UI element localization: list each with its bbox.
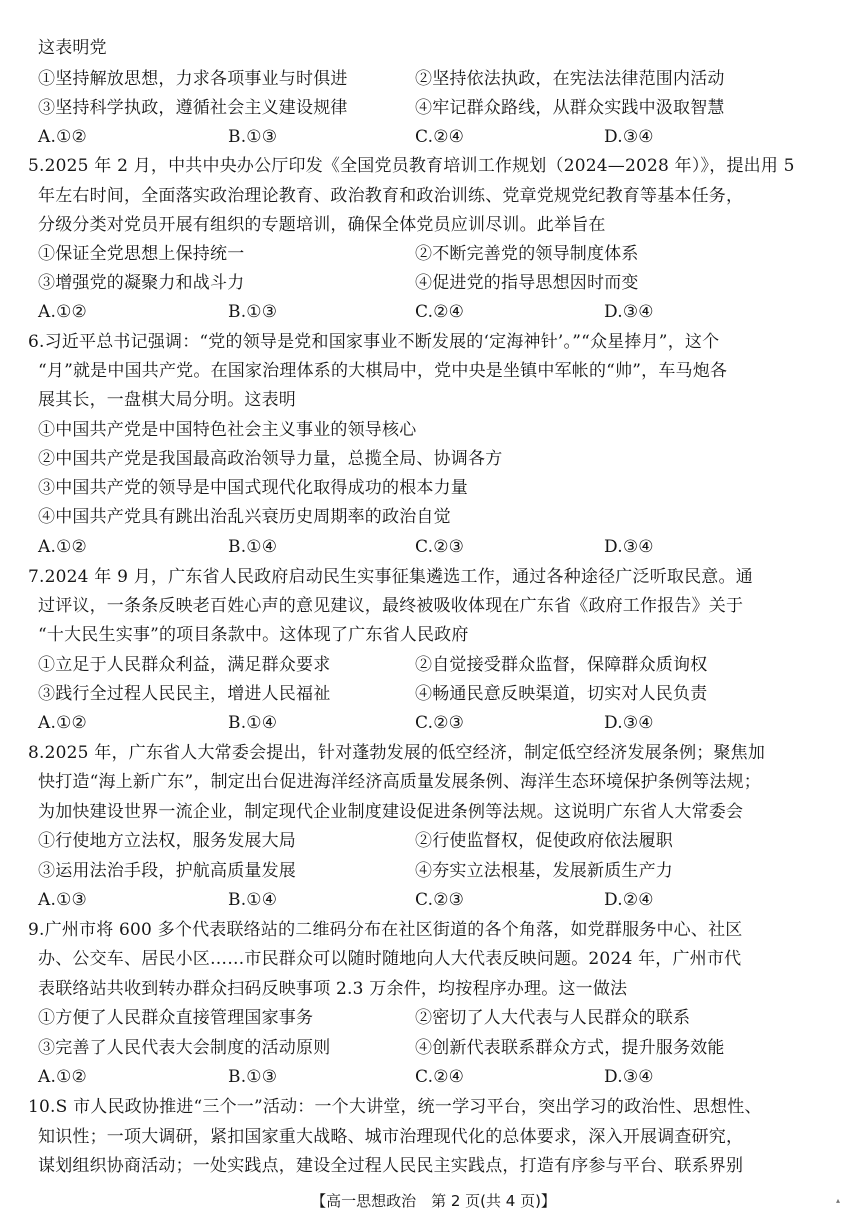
question-5-line-1: 5.2025 年 2 月，中共中央办公厅印发《全国党员教育培训工作规划（2024—2028 年）》，提出用 5 — [28, 156, 795, 176]
question-10-line-2: 知识性；一项大调研，紧扣国家重大战略、城市治理现代化的总体要求，深入开展调查研究， — [38, 1127, 744, 1147]
question-7-line-2: 过评议，一条条反映老百姓心声的意见建议，最终被吸收体现在广东省《政府工作报告》关于 — [38, 596, 744, 616]
option-3: ③完善了人民代表大会制度的活动原则 — [38, 1038, 331, 1058]
option-1: ①行使地方立法权，服务发展大局 — [38, 831, 296, 851]
question-8-line-1: 8.2025 年，广东省人大常委会提出，针对蓬勃发展的低空经济，制定低空经济发展条例；聚焦加 — [28, 743, 766, 763]
choice-a: A.①② — [38, 1067, 87, 1087]
option-4: ④中国共产党具有跳出治乱兴衰历史周期率的政治自觉 — [38, 507, 451, 527]
question-6-line-3: 展其长，一盘棋大局分明。这表明 — [38, 390, 296, 410]
option-4: ④创新代表联系群众方式，提升服务效能 — [415, 1038, 725, 1058]
choice-b: B.①③ — [228, 302, 278, 322]
choice-d: D.③④ — [604, 1067, 654, 1087]
option-3: ③增强党的凝聚力和战斗力 — [38, 273, 245, 293]
choice-c: C.②③ — [415, 713, 465, 733]
question-9-line-1: 9.广州市将 600 多个代表联络站的二维码分布在社区街道的各个角落，如党群服务中心、社区 — [28, 920, 743, 940]
option-2: ②坚持依法执政，在宪法法律范围内活动 — [415, 69, 725, 89]
question-7-line-3: “十大民生实事”的项目条款中。这体现了广东省人民政府 — [38, 625, 469, 645]
option-1: ①立足于人民群众利益，满足群众要求 — [38, 655, 331, 675]
question-6-line-1: 6.习近平总书记强调：“党的领导是党和国家事业不断发展的‘定海神针’。”“众星捧月”，这个 — [28, 332, 720, 352]
option-2: ②中国共产党是我国最高政治领导力量，总揽全局、协调各方 — [38, 449, 503, 469]
option-2: ②自觉接受群众监督，保障群众质询权 — [415, 655, 708, 675]
scan-mark: ▴ — [836, 1196, 841, 1205]
option-2: ②行使监督权，促使政府依法履职 — [415, 831, 673, 851]
choice-d: D.③④ — [604, 302, 654, 322]
option-2: ②不断完善党的领导制度体系 — [415, 244, 639, 264]
page-footer: 【高一思想政治 第 2 页(共 4 页)】 — [311, 1192, 556, 1210]
choice-a: A.①② — [38, 537, 87, 557]
question-5-line-2: 年左右时间，全面落实政治理论教育、政治教育和政治训练、党章党规党纪教育等基本任务， — [38, 186, 744, 206]
option-4: ④牢记群众路线，从群众实践中汲取智慧 — [415, 98, 725, 118]
question-6-line-2: “月”就是中国共产党。在国家治理体系的大棋局中，党中央是坐镇中军帐的“帅”，车马炮各 — [38, 361, 728, 381]
option-1: ①保证全党思想上保持统一 — [38, 244, 245, 264]
choice-d: D.③④ — [604, 713, 654, 733]
option-3: ③运用法治手段，护航高质量发展 — [38, 861, 296, 881]
question-10-line-3: 谋划组织协商活动；一处实践点，建设全过程人民民主实践点，打造有序参与平台、联系界别 — [38, 1156, 744, 1176]
question-9-line-3: 表联络站共收到转办群众扫码反映事项 2.3 万余件，均按程序办理。这一做法 — [38, 979, 628, 999]
choice-d: D.③④ — [604, 537, 654, 557]
choice-b: B.①③ — [228, 127, 278, 147]
choice-d: D.③④ — [604, 127, 654, 147]
question-8-line-3: 为加快建设世界一流企业，制定现代企业制度建设促进条例等法规。这说明广东省人大常委会 — [38, 802, 744, 822]
option-3: ③践行全过程人民民主，增进人民福祉 — [38, 684, 331, 704]
question-8-line-2: 快打造“海上新广东”，制定出台促进海洋经济高质量发展条例、海洋生态环境保护条例等法规； — [38, 772, 761, 792]
choice-b: B.①④ — [228, 537, 278, 557]
choice-a: A.①② — [38, 127, 87, 147]
choice-b: B.①③ — [228, 1067, 278, 1087]
choice-d: D.②④ — [604, 890, 654, 910]
choice-a: A.①② — [38, 302, 87, 322]
option-4: ④夯实立法根基，发展新质生产力 — [415, 861, 673, 881]
choice-c: C.②④ — [415, 302, 465, 322]
choice-a: A.①③ — [38, 890, 87, 910]
choice-c: C.②③ — [415, 537, 465, 557]
choice-c: C.②④ — [415, 1067, 465, 1087]
option-1: ①坚持解放思想，力求各项事业与时俱进 — [38, 69, 348, 89]
option-1: ①方便了人民群众直接管理国家事务 — [38, 1008, 314, 1028]
choice-a: A.①② — [38, 713, 87, 733]
option-1: ①中国共产党是中国特色社会主义事业的领导核心 — [38, 420, 417, 440]
question-10-line-1: 10.S 市人民政协推进“三个一”活动：一个大讲堂，统一学习平台，突出学习的政治性、思想性、 — [28, 1097, 762, 1117]
option-4: ④促进党的指导思想因时而变 — [415, 273, 639, 293]
choice-c: C.②③ — [415, 890, 465, 910]
option-4: ④畅通民意反映渠道，切实对人民负责 — [415, 684, 708, 704]
option-2: ②密切了人大代表与人民群众的联系 — [415, 1008, 691, 1028]
choice-b: B.①④ — [228, 713, 278, 733]
question-7-line-1: 7.2024 年 9 月，广东省人民政府启动民生实事征集遴选工作，通过各种途径广泛听取民意。通 — [28, 567, 753, 587]
choice-b: B.①④ — [228, 890, 278, 910]
option-3: ③中国共产党的领导是中国式现代化取得成功的根本力量 — [38, 478, 468, 498]
question-stem: 这表明党 — [38, 38, 107, 58]
option-3: ③坚持科学执政，遵循社会主义建设规律 — [38, 98, 348, 118]
question-9-line-2: 办、公交车、居民小区……市民群众可以随时随地向人大代表反映问题。2024 年，广州市代 — [38, 949, 742, 969]
question-5-line-3: 分级分类对党员开展有组织的专题培训，确保全体党员应训尽训。此举旨在 — [38, 215, 606, 235]
choice-c: C.②④ — [415, 127, 465, 147]
